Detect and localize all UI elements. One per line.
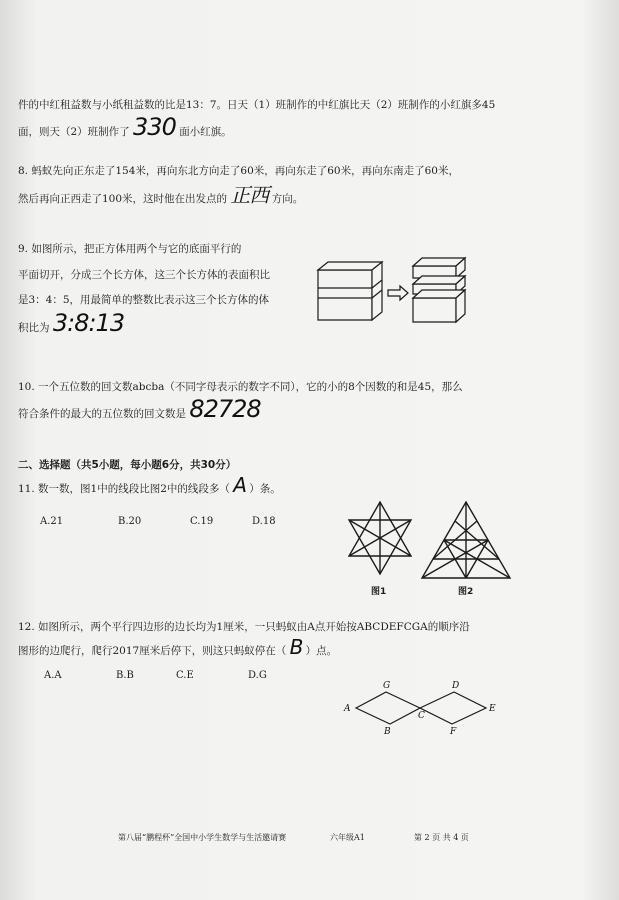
footer-title: 第八届“鹏程杯”全国中小学生数学与生活邀请赛 [118,833,287,842]
point-g-label: G [383,681,391,691]
q8-line-1: 8. 蚂蚁先向正东走了154米，再向东北方向走了60米，再向东走了60米，再向东南走了60米， [18,165,459,177]
q11-option-a: A.21 [40,516,64,527]
q7-text-b: 面小红旗。 [179,126,232,138]
q9-line-4 [18,309,125,337]
point-d-label: D [452,681,460,691]
q12-option-d: D.G [248,670,267,681]
right-parallelogram [420,692,486,724]
q7-line-1: 件的中红租益数与小纸租益数的比是13：7。日天（1）班制作的中红旗比天（2）班制作的小红旗多45 [18,99,496,111]
q9-line-1: 9. 如图所示，把正方体用两个与它的底面平行的 [18,243,242,255]
cube-figure [308,248,478,328]
q9-line-2: 平面切开，分成三个长方体，这三个长方体的表面积比 [18,269,270,281]
q9-answer: 3:8:13 [52,309,125,337]
point-c-label: C [418,711,425,721]
point-b-label: B [384,727,391,737]
q7-text-a: 面，则天（2）班制作了 [18,126,130,138]
q8-line-2 [18,183,304,207]
q11-text-a: 11. 数一数，图1中的线段比图2中的线段多（ [18,483,230,495]
left-parallelogram [356,692,420,724]
q10-line-2 [18,395,261,423]
q12-text-a: 图形的边爬行，爬行2017厘米后停下，则这只蚂蚁停在（ [18,645,287,657]
q8-answer: 正西 [230,183,269,207]
q10-answer: 82728 [189,395,261,423]
q12-option-b: B.B [116,670,134,681]
q11-text-b: ）条。 [249,483,281,495]
q10-line-1: 10. 一个五位数的回文数abcba（不同字母表示的数字不同），它的小的8个因数的和是45，那么 [18,381,463,393]
q11-line [18,473,281,497]
q11-option-b: B.20 [118,516,142,527]
q10-text: 符合条件的最大的五位数的回文数是 [18,408,186,420]
footer-page: 第 2 页 共 4 页 [414,833,469,842]
q12-line-2 [18,635,338,659]
q8-text-a: 然后再向正西走了100米，这时他在出发点的 [18,193,228,205]
point-f-label: F [450,727,457,737]
point-e-label: E [489,704,496,714]
q12-option-a: A.A [44,670,62,681]
triangle-figure [420,500,512,580]
q12-text-b: ）点。 [305,645,338,657]
arrow-shape [388,286,408,300]
q7-answer: 330 [133,113,176,141]
section-2-heading: 二、选择题（共5小题，每小题6分，共30分） [18,459,237,471]
cube-top-face [318,262,382,270]
point-a-label: A [344,704,351,714]
q9-text: 积比为 [18,322,50,334]
q12-answer: B [289,635,303,659]
footer-grade: 六年级A1 [330,833,365,842]
fig1-caption: 图1 [371,587,387,597]
q11-option-d: D.18 [252,516,276,527]
q12-line-1: 12. 如图所示，两个平行四边形的边长均为1厘米，一只蚂蚁由A点开始按ABCDEFCGA的顺序沿 [18,621,470,633]
fig2-caption: 图2 [458,587,474,597]
q12-option-c: C.E [176,670,194,681]
star-figure [345,500,415,580]
q9-line-3: 是3：4：5，用最简单的整数比表示这三个长方体的体 [18,294,270,306]
q11-option-c: C.19 [190,516,214,527]
q11-answer: A [233,473,246,497]
q8-text-b: 方向。 [271,193,304,205]
cube-front-face [318,270,372,320]
piece-bottom-front [413,298,456,322]
parallelogram-figure [338,672,508,738]
q7-line-2 [18,113,232,141]
